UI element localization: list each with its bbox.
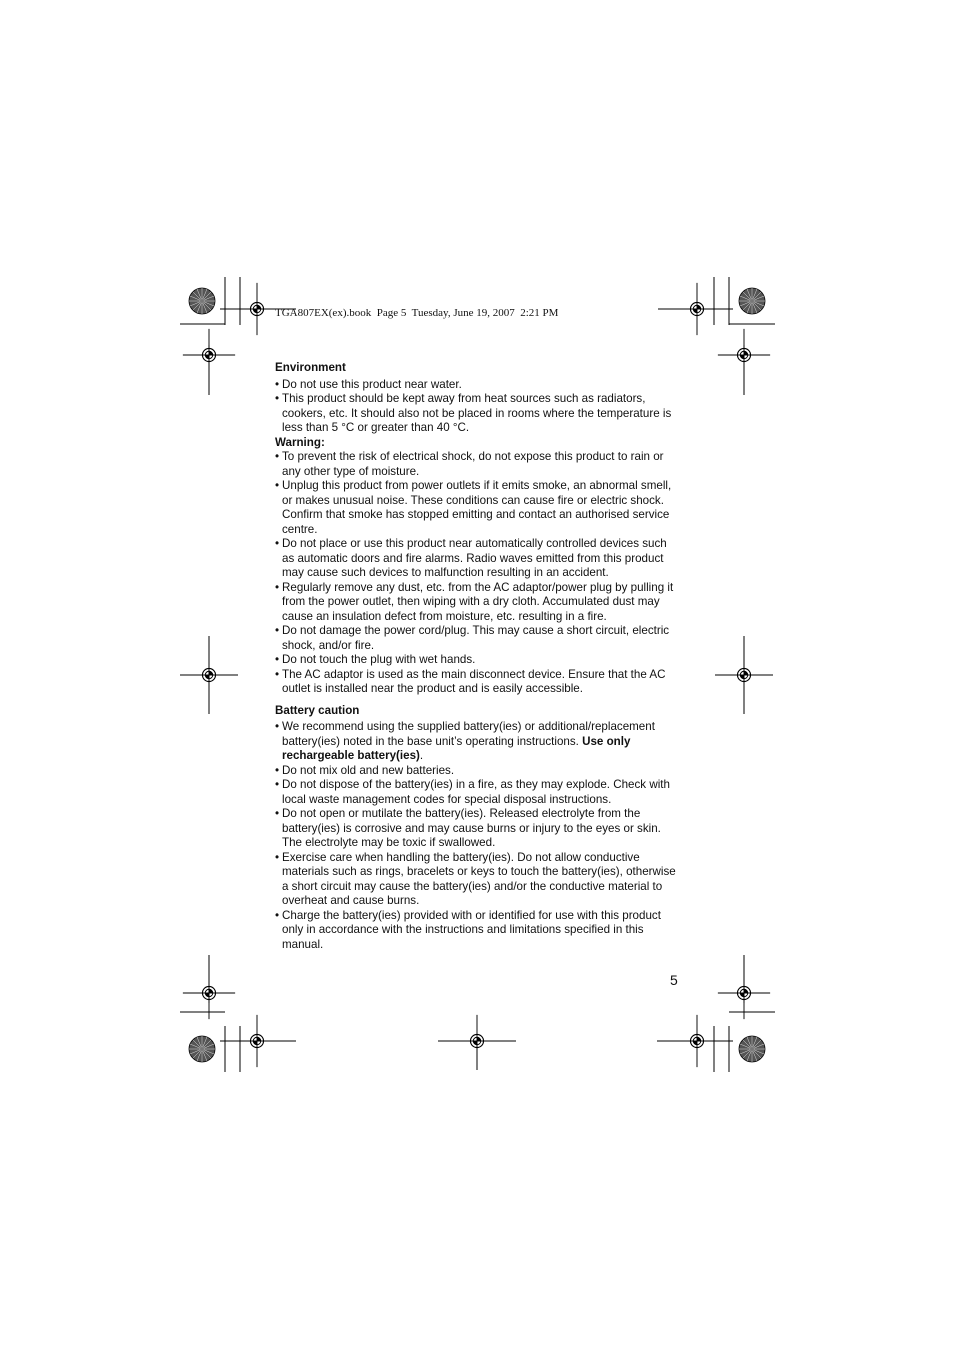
list-item: • Do not damage the power cord/plug. This may cause a short circuit, electric shock, and/or fire. (275, 624, 681, 653)
page-number: 5 (670, 972, 678, 988)
list-item: • The AC adaptor is used as the main disconnect device. Ensure that the AC outlet is installed near the product and is easily accessible. (275, 668, 681, 697)
battery-recommend-bold: Use only rechargeable battery(ies) (282, 734, 631, 762)
list-item: • Do not use this product near water. (275, 378, 681, 393)
list-item: • Regularly remove any dust, etc. from the AC adaptor/power plug by pulling it from the power outlet, then wiping with a dry cloth. Accumulated dust may cause an insulation defect from moisture, etc. resulting in a fire. (275, 581, 681, 625)
warning-heading: Warning: (275, 435, 325, 449)
list-item: • To prevent the risk of electrical shock, do not expose this product to rain or any other type of moisture. (275, 450, 681, 479)
list-item: • Do not dispose of the battery(ies) in a fire, as they may explode. Check with local waste management codes for special disposal instructions. (275, 778, 681, 807)
list-item (275, 720, 681, 764)
list-item: • Exercise care when handling the battery(ies). Do not allow conductive materials such as rings, bracelets or keys to touch the battery(ies), otherwise a short circuit may cause the battery(ies) and/or the conductive material to overheat and cause burns. (275, 851, 681, 909)
environment-list (275, 378, 681, 436)
list-item: • This product should be kept away from heat sources such as radiators, cookers, etc. It should also not be placed in rooms where the temperature is less than 5 °C or greater than 40 °C. (275, 392, 681, 436)
battery-recommend-end: . (419, 749, 424, 762)
file-info-header: TGA807EX(ex).book Page 5 Tuesday, June 19, 2007 2:21 PM (275, 307, 559, 319)
list-item: • Do not open or mutilate the battery(ies). Released electrolyte from the battery(ies) is corrosive and may cause burns or injury to the eyes or skin. The electrolyte may be toxic if swallowed. (275, 807, 681, 851)
list-item: • Do not mix old and new batteries. (275, 764, 681, 779)
battery-recommend-text: We recommend using the supplied battery(ies) or additional/replacement battery(ies) noted in the base unit’s operating instructions. (282, 720, 655, 748)
warning-list (275, 450, 681, 697)
list-item: • Unplug this product from power outlets if it emits smoke, an abnormal smell, or makes unusual noise. These conditions can cause fire or electric shock. Confirm that smoke has stopped emitting and contact an authorised service centre. (275, 479, 681, 537)
battery-list (275, 720, 681, 952)
list-item: • Charge the battery(ies) provided with or identified for use with this product only in accordance with the instructions and limitations specified in this manual. (275, 909, 681, 953)
list-item: • Do not touch the plug with wet hands. (275, 653, 681, 668)
safety-content (275, 361, 681, 952)
environment-heading: Environment (275, 361, 346, 374)
battery-caution-heading: Battery caution (275, 703, 360, 717)
list-item: • Do not place or use this product near automatically controlled devices such as automatic doors and fire alarms. Radio waves emitted from this product may cause such devices to malfunction resulting in an accident. (275, 537, 681, 581)
